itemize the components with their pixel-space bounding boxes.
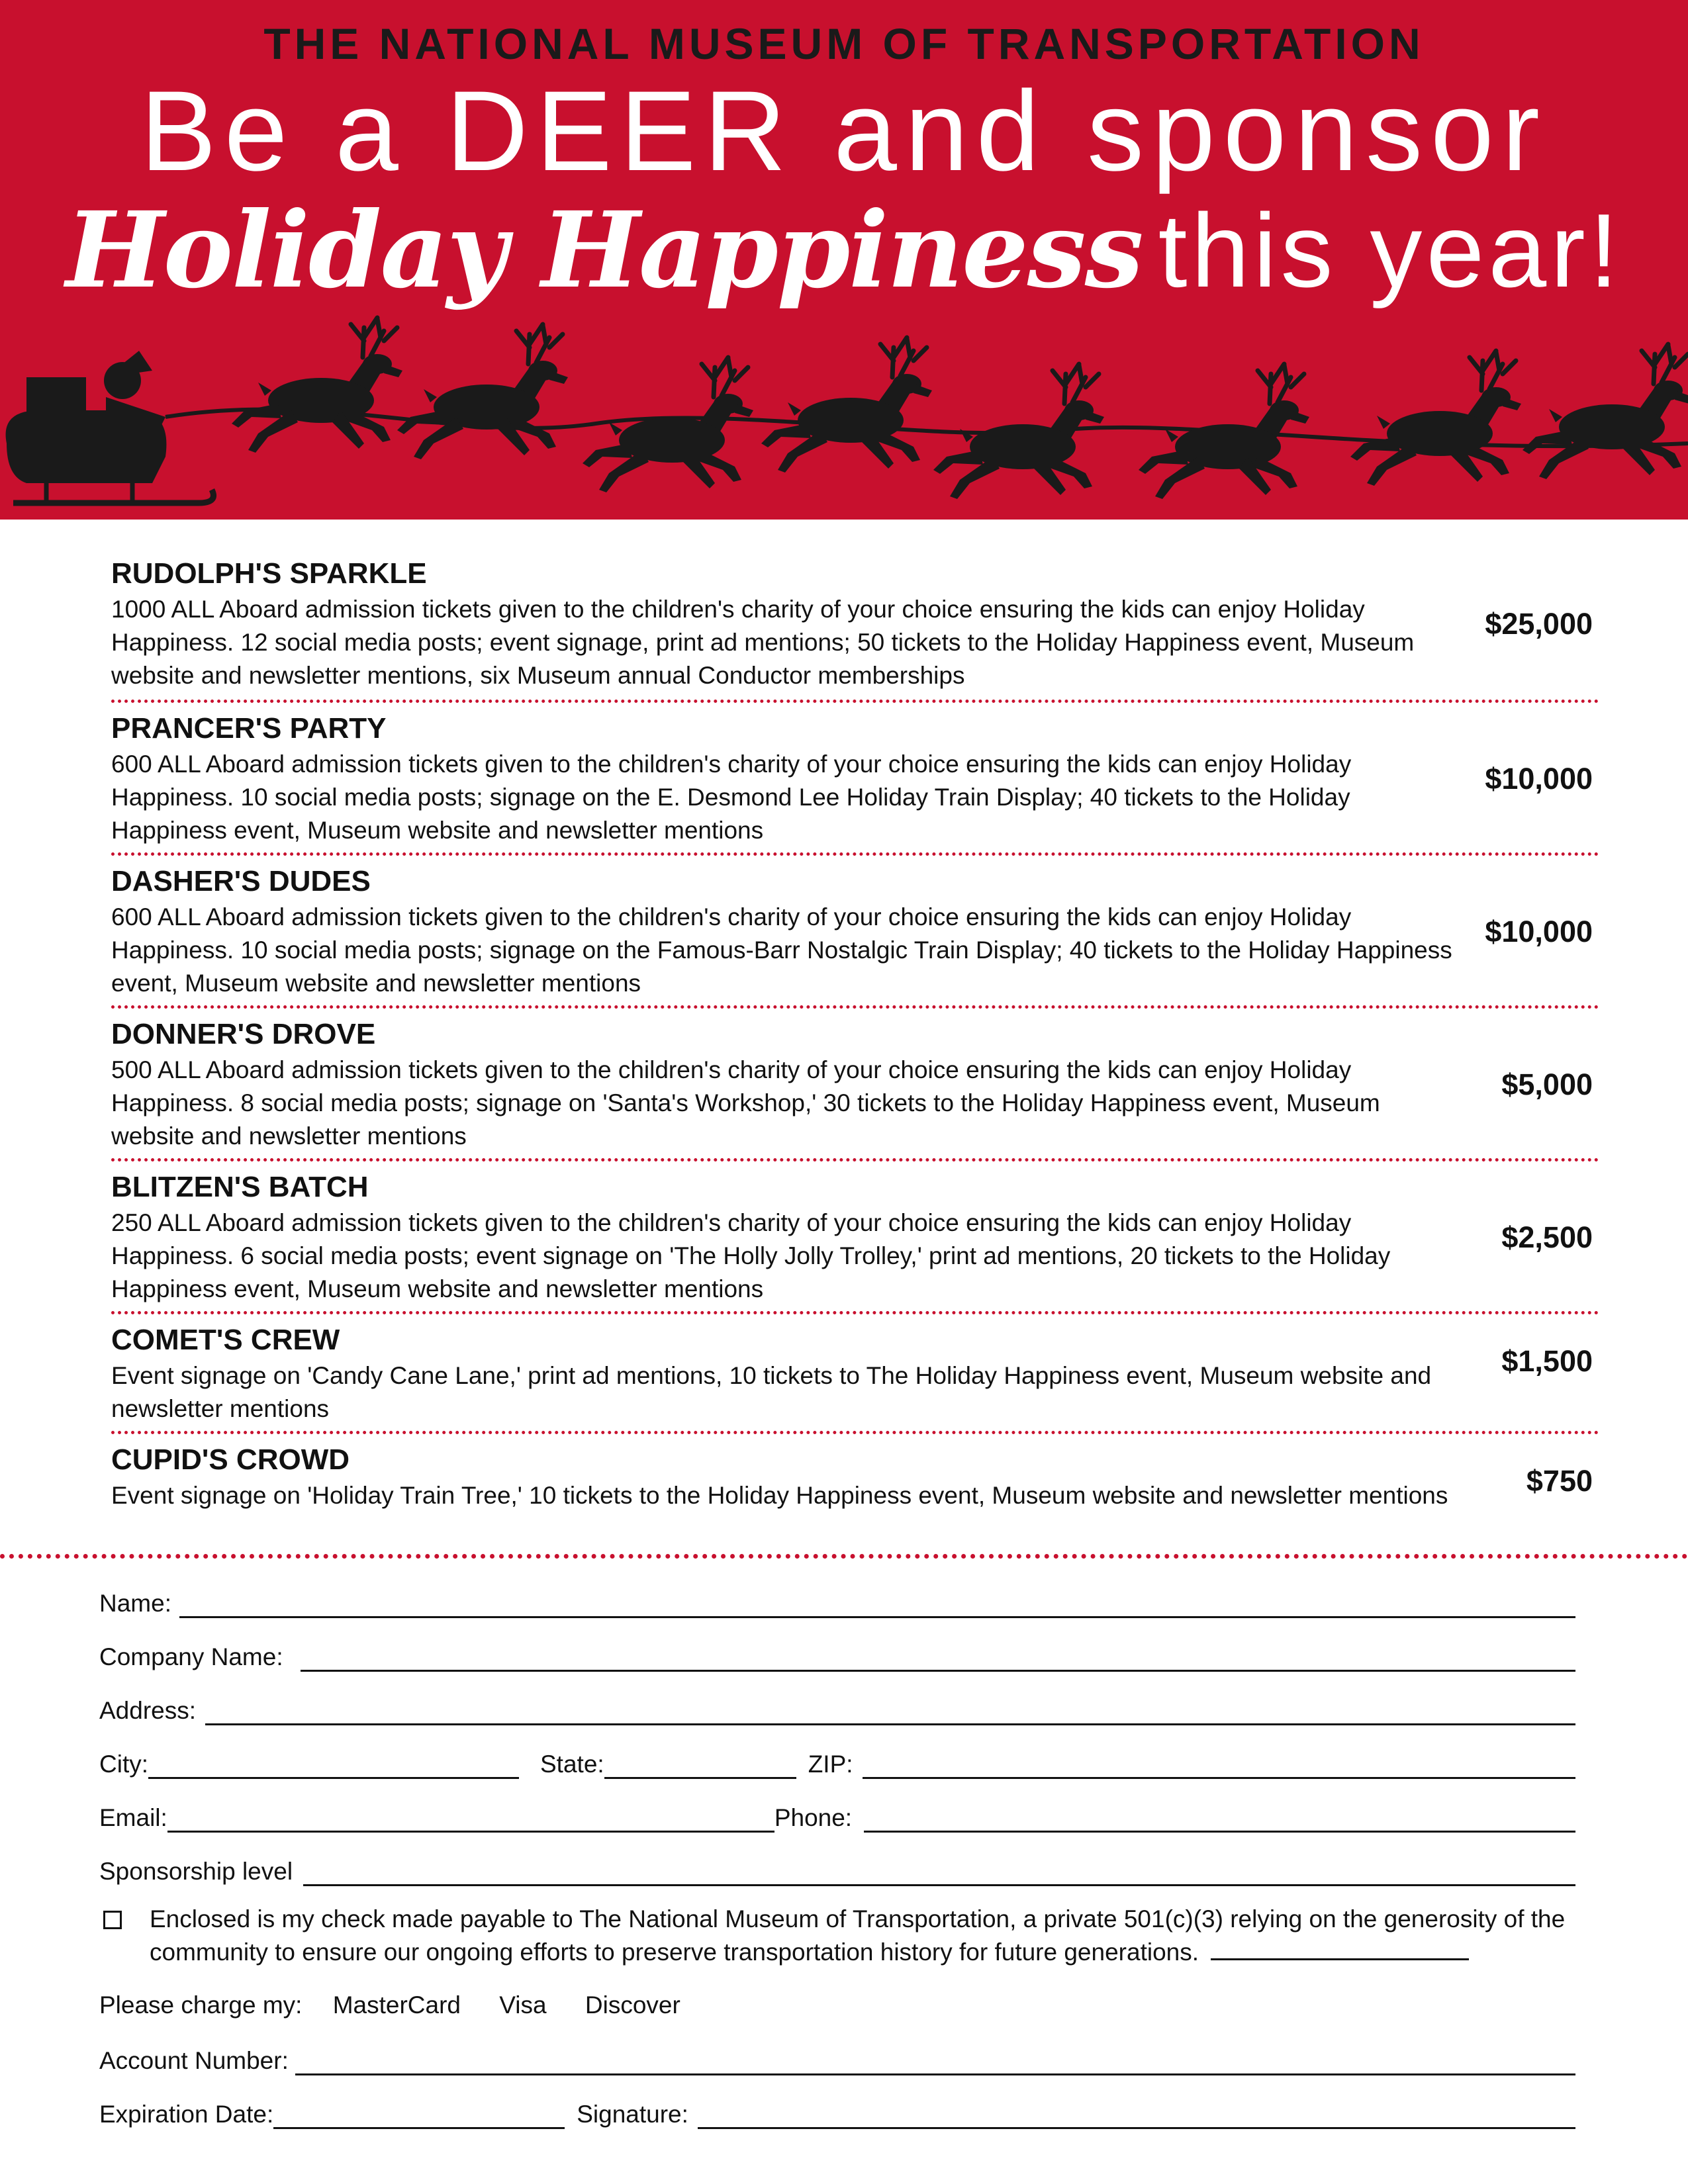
level-description: 1000 ALL Aboard admission tickets given to the children's charity of your choice ensuring the kids can enjoy Holiday Happiness. 12 social media posts; event signage, print ad mentions; 50 tickets to the Holiday Happiness event, Museum website and newsletter mentions, six Museum annual Conductor memberships [111, 596, 1415, 689]
account-number-label: Account Number: [99, 2047, 289, 2074]
sponsorship-level-label: Sponsorship level [99, 1858, 293, 1885]
check-payment-option[interactable] [99, 1903, 1575, 1969]
subheadline-rest: this year! [1158, 193, 1622, 309]
company-input-line[interactable] [301, 1648, 1575, 1672]
level-description: 500 ALL Aboard admission tickets given to the children's charity of your choice ensuring the kids can enjoy Holiday Happiness. 8 social media posts; signage on 'Santa's Workshop,' 30 tickets to the Holiday Happiness event, Museum website and newsletter mentions [111, 1056, 1380, 1150]
signature-label: Signature: [577, 2101, 688, 2128]
address-input-line[interactable] [205, 1702, 1575, 1725]
subheadline [0, 189, 1688, 312]
level-description: 600 ALL Aboard admission tickets given to the children's charity of your choice ensuring the kids can enjoy Holiday Happiness. 10 social media posts; signage on the E. Desmond Lee Holiday Train Display; 40 tickets to the Holiday Happiness event, Museum website and newsletter mentions [111, 751, 1352, 844]
level-description: Event signage on 'Candy Cane Lane,' print ad mentions, 10 tickets to The Holiday Happiness event, Museum website and newsletter mentions [111, 1362, 1432, 1422]
santa-sleigh-reindeer-icon [0, 311, 1688, 520]
city-state-zip-row [99, 1746, 1575, 1779]
zip-label: ZIP: [808, 1751, 853, 1778]
level-price: $750 [1526, 1464, 1593, 1498]
expiration-label: Expiration Date: [99, 2101, 274, 2128]
level-price: $10,000 [1485, 915, 1593, 948]
email-phone-row [99, 1799, 1575, 1833]
state-input-line[interactable] [604, 1755, 796, 1779]
level-item [111, 549, 1599, 703]
level-name: DASHER'S DUDES [111, 865, 371, 897]
level-item [111, 1009, 1599, 1161]
sponsorship-levels [111, 549, 1599, 1553]
sponsorship-level-input-line[interactable] [303, 1862, 1575, 1886]
account-number-input-line[interactable] [295, 2052, 1575, 2075]
name-input-line[interactable] [179, 1594, 1575, 1618]
level-name: CUPID'S CROWD [111, 1443, 350, 1476]
sponsorship-level-field[interactable] [99, 1853, 1575, 1886]
signature-input-line[interactable] [698, 2105, 1575, 2129]
level-item [111, 856, 1599, 1009]
check-input-line[interactable] [1211, 1940, 1469, 1960]
company-label: Company Name: [99, 1643, 283, 1670]
check-payment-text: Enclosed is my check made payable to The National Museum of Transportation, a private 501(c)(3) relying on the generosity of the community to ensure our ongoing efforts to preserve transportation history for future generations. [150, 1905, 1566, 1966]
card-option-visa[interactable]: Visa [499, 1991, 547, 2019]
card-option-discover[interactable]: Discover [585, 1991, 680, 2019]
level-item [111, 703, 1599, 856]
zip-input-line[interactable] [863, 1755, 1575, 1779]
level-price: $25,000 [1485, 607, 1593, 641]
level-item [111, 1434, 1599, 1553]
email-input-line[interactable] [167, 1809, 774, 1833]
city-input-line[interactable] [148, 1755, 519, 1779]
check-checkbox[interactable] [103, 1911, 122, 1929]
expiration-signature-row [99, 2096, 1575, 2129]
address-label: Address: [99, 1697, 197, 1724]
city-label: City: [99, 1751, 148, 1778]
card-payment-row [99, 1989, 712, 2022]
level-item [111, 1314, 1599, 1434]
level-price: $10,000 [1485, 762, 1593, 796]
phone-input-line[interactable] [864, 1809, 1575, 1833]
level-description: 600 ALL Aboard admission tickets given to the children's charity of your choice ensuring the kids can enjoy Holiday Happiness. 10 social media posts; signage on the Famous-Barr Nostalgic Train Display; 40 tickets to the Holiday Happiness event, Museum website and newsletter mentions [111, 903, 1452, 997]
state-label: State: [540, 1751, 604, 1778]
email-label: Email: [99, 1804, 167, 1831]
address-field[interactable] [99, 1692, 1575, 1725]
card-option-mastercard[interactable]: MasterCard [332, 1991, 461, 2019]
level-name: BLITZEN'S BATCH [111, 1171, 369, 1203]
account-number-field[interactable] [99, 2042, 1575, 2075]
level-name: COMET'S CREW [111, 1324, 340, 1356]
charge-label: Please charge my: [99, 1991, 303, 2019]
phone-label: Phone: [774, 1804, 853, 1831]
header-banner [0, 0, 1688, 520]
headline: Be a DEER and sponsor [140, 68, 1548, 195]
expiration-input-line[interactable] [273, 2105, 565, 2129]
level-item [111, 1161, 1599, 1314]
section-divider [0, 1554, 1688, 1559]
script-title: Holiday Happiness [66, 189, 1143, 312]
level-price: $2,500 [1501, 1220, 1593, 1254]
level-description: Event signage on 'Holiday Train Tree,' 10 tickets to the Holiday Happiness event, Museum website and newsletter mentions [111, 1482, 1448, 1509]
level-name: DONNER'S DROVE [111, 1018, 376, 1050]
company-field[interactable] [99, 1639, 1575, 1672]
level-name: PRANCER'S PARTY [111, 712, 387, 745]
level-name: RUDOLPH'S SPARKLE [111, 557, 427, 590]
level-description: 250 ALL Aboard admission tickets given to the children's charity of your choice ensuring the kids can enjoy Holiday Happiness. 6 social media posts; event signage on 'The Holly Jolly Trolley,' print ad mentions, 20 tickets to the Holiday Happiness event, Museum website and newsletter mentions [111, 1209, 1391, 1302]
name-label: Name: [99, 1590, 171, 1617]
level-price: $5,000 [1501, 1068, 1593, 1101]
name-field[interactable] [99, 1585, 1575, 1618]
level-price: $1,500 [1501, 1344, 1593, 1378]
organization-name: THE NATIONAL MUSEUM OF TRANSPORTATION [263, 19, 1425, 68]
